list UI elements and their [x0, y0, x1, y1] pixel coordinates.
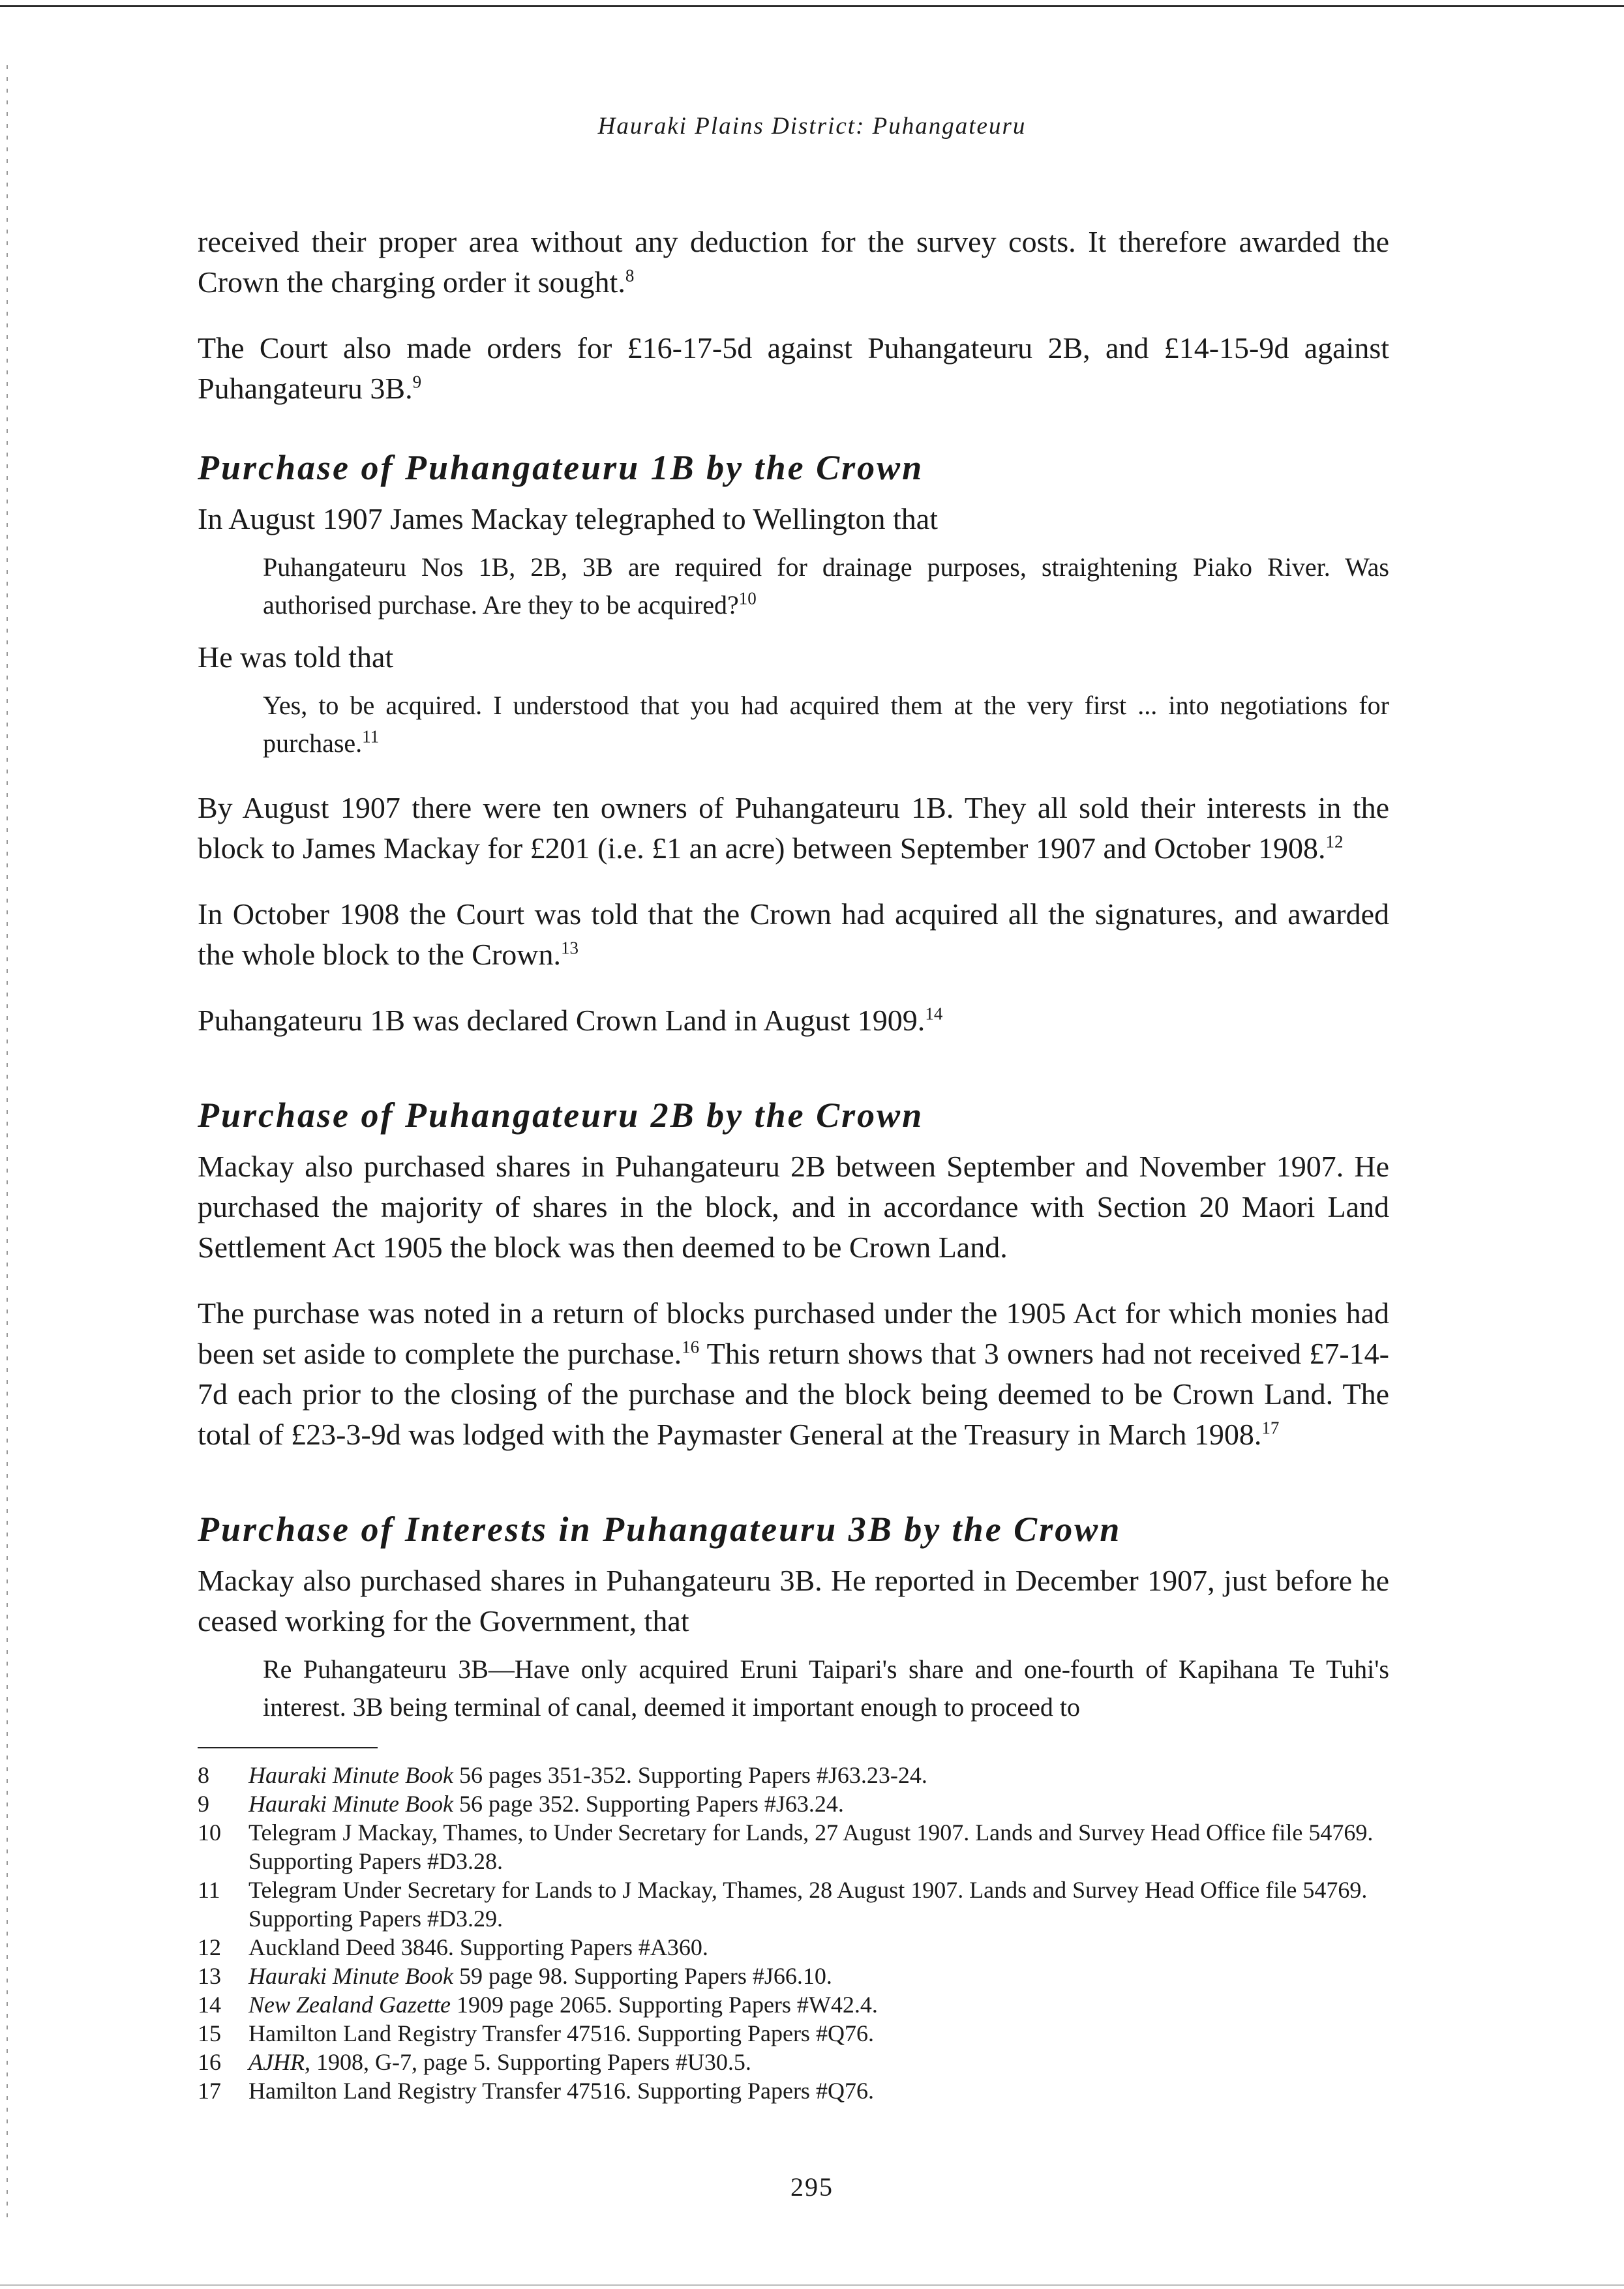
footnote-number: 8: [198, 1762, 209, 1788]
footnote-text: [248, 2048, 1389, 2076]
footnote-text: [248, 1761, 1389, 1789]
citation-title: New Zealand Gazette: [248, 1992, 451, 2018]
footnote-number: 12: [198, 1934, 221, 1960]
citation-detail: 1909 page 2065. Supporting Papers #W42.4.: [450, 1992, 878, 2018]
quote-text: Yes, to be acquired. I understood that you had acquired them at the very first ... into negotiations for purchase.: [263, 691, 1389, 758]
citation-title: Hauraki Minute Book: [248, 1963, 453, 1989]
footnote-text: [248, 1789, 1389, 1818]
footnote-number: 9: [198, 1791, 209, 1817]
paragraph: [198, 894, 1389, 975]
footnote-ref[interactable]: 8: [625, 265, 635, 286]
footnote-ref[interactable]: 14: [925, 1004, 943, 1024]
citation-detail: 56 pages 351-352. Supporting Papers #J63.23-24.: [453, 1762, 927, 1788]
top-scan-rule: [0, 5, 1624, 7]
paragraph: [198, 1146, 1389, 1268]
page-number: 295: [790, 2172, 834, 2202]
citation-title: AJHR: [248, 2049, 305, 2075]
paragraph: [198, 499, 1389, 539]
footnote-number: 15: [198, 2020, 221, 2046]
paragraph: [198, 1000, 1389, 1041]
footnote-ref[interactable]: 13: [561, 938, 579, 958]
paragraph-text: received their proper area without any deduction for the survey costs. It therefore awarded the Crown the charging order it sought.: [198, 225, 1389, 299]
paragraph-text: Mackay also purchased shares in Puhangateuru 2B between September and November 1907. He purchased the majority of shares in the block, and in accordance with Section 20 Maori Land Settlement Act 1905 the block was then deemed to be Crown Land.: [198, 1150, 1389, 1264]
footnote-number: 13: [198, 1963, 221, 1989]
citation-title: Hauraki Minute Book: [248, 1762, 453, 1788]
citation-detail: Auckland Deed 3846. Supporting Papers #A360.: [248, 1934, 708, 1960]
footnote-ref[interactable]: 17: [1261, 1418, 1280, 1438]
footnote-text: [248, 1818, 1389, 1876]
paragraph: [198, 1293, 1389, 1455]
footnote-ref[interactable]: 9: [412, 372, 422, 392]
citation-detail: 59 page 98. Supporting Papers #J66.10.: [453, 1963, 832, 1989]
footnote: [198, 2048, 1389, 2076]
footnote-text: [248, 1933, 1389, 1962]
paragraph-text: In August 1907 James Mackay telegraphed to Wellington that: [198, 502, 938, 535]
footnote-text: [248, 2076, 1389, 2105]
paragraph-text: Mackay also purchased shares in Puhangateuru 3B. He reported in December 1907, just before he ceased working for the Government, that: [198, 1564, 1389, 1638]
footnote-text: [248, 1990, 1389, 2019]
paragraph-text: By August 1907 there were ten owners of Puhangateuru 1B. They all sold their interests in the block to James Mackay for £201 (i.e. £1 an acre) between September 1907 and October 1908.: [198, 791, 1389, 865]
section-heading: Purchase of Interests in Puhangateuru 3B by the Crown: [198, 1510, 1122, 1549]
quote-text: Puhangateuru Nos 1B, 2B, 3B are required for drainage purposes, straightening Piako River. Was authorised purchase. Are they to be acquired?: [263, 552, 1389, 620]
left-margin-scan-marks: [7, 65, 8, 2217]
section-heading: Purchase of Puhangateuru 2B by the Crown: [198, 1096, 924, 1135]
bottom-scan-rule: [0, 2284, 1624, 2286]
citation-detail: Telegram Under Secretary for Lands to J Mackay, Thames, 28 August 1907. Lands and Survey Head Office file 54769. Supporting Papers #D3.29.: [248, 1877, 1368, 1932]
paragraph: [198, 328, 1389, 409]
block-quote: [263, 1651, 1389, 1726]
paragraph-text: In October 1908 the Court was told that the Crown had acquired all the signatures, and awarded the whole block to the Crown.: [198, 897, 1389, 971]
paragraph: [198, 222, 1389, 303]
block-quote: [263, 548, 1389, 624]
footnote-number: 16: [198, 2049, 221, 2075]
footnote: [198, 1876, 1389, 1933]
footnote-divider: [198, 1747, 378, 1748]
citation-detail: Hamilton Land Registry Transfer 47516. Supporting Papers #Q76.: [248, 2020, 874, 2046]
paragraph: [198, 1561, 1389, 1641]
running-head: Hauraki Plains District: Puhangateuru: [597, 113, 1027, 140]
footnote-number: 10: [198, 1819, 221, 1846]
quote-text: Re Puhangateuru 3B—Have only acquired Eruni Taipari's share and one-fourth of Kapihana Te Tuhi's interest. 3B being terminal of canal, deemed it important enough to proceed to: [263, 1654, 1389, 1722]
citation-detail: , 1908, G-7, page 5. Supporting Papers #U30.5.: [304, 2049, 751, 2075]
paragraph: [198, 788, 1389, 869]
footnote-number: 11: [198, 1877, 220, 1903]
footnote-text: [248, 2019, 1389, 2048]
footnote-ref[interactable]: 16: [682, 1337, 700, 1357]
paragraph-text: The purchase was noted in a return of blocks purchased under the 1905 Act for which monies had been set aside to complete the purchase.: [198, 1296, 1389, 1370]
footnote-number: 14: [198, 1992, 221, 2018]
footnote-number: 17: [198, 2078, 221, 2104]
footnote: [198, 2076, 1389, 2105]
footnote: [198, 2019, 1389, 2048]
footnote-ref[interactable]: 10: [738, 588, 757, 608]
citation-detail: Telegram J Mackay, Thames, to Under Secretary for Lands, 27 August 1907. Lands and Survey Head Office file 54769. Supporting Papers #D3.28.: [248, 1819, 1374, 1874]
paragraph-text: He was told that: [198, 640, 394, 674]
citation-detail: 56 page 352. Supporting Papers #J63.24.: [453, 1791, 844, 1817]
paragraph-text: Puhangateuru 1B was declared Crown Land in August 1909.: [198, 1004, 925, 1037]
footnote-ref[interactable]: 12: [1325, 831, 1344, 852]
main-text: [198, 222, 1389, 1726]
citation-detail: Hamilton Land Registry Transfer 47516. Supporting Papers #Q76.: [248, 2078, 874, 2104]
footnotes: [198, 1761, 1389, 2105]
footnote: [198, 1990, 1389, 2019]
footnote-text: [248, 1876, 1389, 1933]
paragraph-text: The Court also made orders for £16-17-5d against Puhangateuru 2B, and £14-15-9d against Puhangateuru 3B.: [198, 331, 1389, 405]
citation-title: Hauraki Minute Book: [248, 1791, 453, 1817]
footnote: [198, 1818, 1389, 1876]
paragraph-text: This return shows that 3 owners had not received £7-14-7d each prior to the closing of the purchase and the block being deemed to be Crown Land. The total of £23-3-9d was lodged with the Paymaster General at the Treasury in March 1908.: [198, 1337, 1389, 1451]
footnote: [198, 1933, 1389, 1962]
footnote-text: [248, 1962, 1389, 1990]
section-heading: Purchase of Puhangateuru 1B by the Crown: [198, 448, 924, 487]
paragraph: [198, 637, 1389, 678]
footnote: [198, 1789, 1389, 1818]
footnote-ref[interactable]: 11: [362, 726, 380, 747]
footnote: [198, 1761, 1389, 1789]
block-quote: [263, 687, 1389, 762]
footnote: [198, 1962, 1389, 1990]
